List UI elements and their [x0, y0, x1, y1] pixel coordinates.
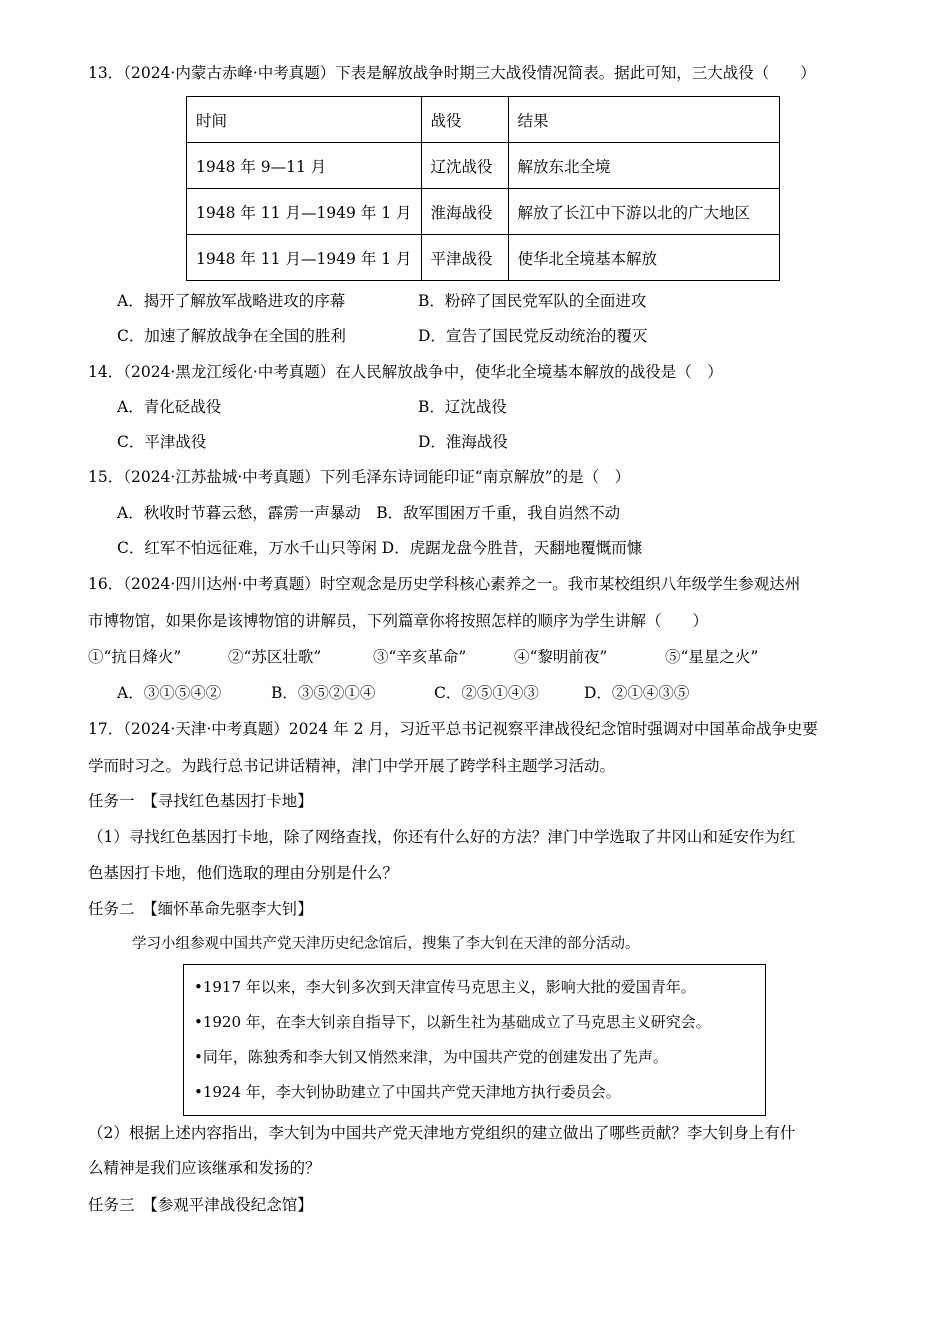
table-cell: 解放了长江中下游以北的广大地区 — [508, 189, 779, 235]
box-bullet: •同年，陈独秀和李大钊又悄然来津，为中国共产党的创建发出了先声。 — [194, 1048, 668, 1066]
task1-heading: 任务一 【寻找红色基因打卡地】 — [88, 792, 313, 810]
task2-heading: 任务二 【缅怀革命先驱李大钊】 — [88, 900, 313, 918]
task1-question-line2: 色基因打卡地，他们选取的理由分别是什么？ — [88, 864, 399, 882]
table-cell: 1948 年 11 月—1949 年 1 月 — [187, 189, 422, 235]
q13-table — [186, 96, 780, 281]
li-dazhao-activities-box — [183, 964, 766, 1116]
task3-heading: 任务三 【参观平津战役纪念馆】 — [88, 1196, 313, 1214]
table-row — [187, 143, 780, 189]
q17-stem-line1: 17．（2024·天津·中考真题）2024 年 2 月，习近平总书记视察平津战役纪念馆时强调对中国革命战争史要 — [88, 720, 818, 738]
q14-option-c: C．平津战役 — [117, 433, 207, 451]
task2-intro: 学习小组参观中国共产党天津历史纪念馆后，搜集了李大钊在天津的部分活动。 — [132, 936, 640, 952]
table-cell: 解放东北全境 — [508, 143, 779, 189]
box-bullet: •1924 年，李大钊协助建立了中国共产党天津地方执行委员会。 — [194, 1083, 621, 1101]
q16-option-c: C．②⑤①④③ — [434, 684, 539, 702]
q16-item-5: ⑤“星星之火” — [665, 648, 759, 666]
q13-option-b: B．粉碎了国民党军队的全面进攻 — [418, 292, 647, 310]
box-bullet: •1917 年以来，李大钊多次到天津宣传马克思主义，影响大批的爱国青年。 — [194, 978, 696, 996]
q15-options-ab: A．秋收时节暮云愁，霹雳一声暴动 B．敌军围困万千重，我自岿然不动 — [117, 504, 621, 522]
table-header-cell: 战役 — [421, 97, 508, 143]
table-row — [187, 189, 780, 235]
table-header-row — [187, 97, 780, 143]
q15-stem: 15．（2024·江苏盐城·中考真题）下列毛泽东诗词能印证“南京解放”的是（ ） — [88, 468, 631, 486]
q13-option-d: D．宣告了国民党反动统治的覆灭 — [418, 327, 648, 345]
box-bullet: •1920 年，在李大钊亲自指导下，以新生社为基础成立了马克思主义研究会。 — [194, 1013, 711, 1031]
q13-option-a: A．揭开了解放军战略进攻的序幕 — [117, 292, 346, 310]
table-header-cell: 结果 — [508, 97, 779, 143]
table-cell: 辽沈战役 — [421, 143, 508, 189]
q16-stem-line1: 16．（2024·四川达州·中考真题）时空观念是历史学科核心素养之一。我市某校组织八年级学生参观达州 — [88, 575, 801, 593]
task2-question-line1: （2）根据上述内容指出，李大钊为中国共产党天津地方党组织的建立做出了哪些贡献？李大钊身上有什 — [88, 1124, 796, 1142]
q13-option-c: C．加速了解放战争在全国的胜利 — [117, 327, 346, 345]
task1-question-line1: （1）寻找红色基因打卡地，除了网络查找，你还有什么好的方法？津门中学选取了井冈山和延安作为红 — [88, 828, 796, 846]
q16-item-3: ③“辛亥革命” — [373, 648, 467, 666]
table-cell: 使华北全境基本解放 — [508, 235, 779, 281]
q16-stem-line2: 市博物馆，如果你是该博物馆的讲解员，下列篇章你将按照怎样的顺序为学生讲解（ ） — [88, 612, 709, 630]
q16-option-d: D．②①④③⑤ — [584, 684, 690, 702]
q16-item-1: ①“抗日烽火” — [88, 648, 182, 666]
q14-option-d: D．淮海战役 — [418, 433, 508, 451]
q13-stem: 13．（2024·内蒙古赤峰·中考真题）下表是解放战争时期三大战役情况简表。据此可知，三大战役（ ） — [88, 64, 816, 82]
table-cell: 1948 年 9—11 月 — [187, 143, 422, 189]
table-cell: 1948 年 11 月—1949 年 1 月 — [187, 235, 422, 281]
table-cell: 淮海战役 — [421, 189, 508, 235]
q14-option-b: B．辽沈战役 — [418, 398, 507, 416]
task2-question-line2: 么精神是我们应该继承和发扬的？ — [88, 1159, 321, 1177]
table-header-cell: 时间 — [187, 97, 422, 143]
q16-option-b: B．③⑤②①④ — [271, 684, 376, 702]
table-row — [187, 235, 780, 281]
q16-option-a: A．③①⑤④② — [117, 684, 222, 702]
q17-stem-line2: 学而时习之。为践行总书记讲话精神，津门中学开展了跨学科主题学习活动。 — [88, 757, 616, 775]
q16-item-4: ④“黎明前夜” — [514, 648, 608, 666]
table-cell: 平津战役 — [421, 235, 508, 281]
q14-option-a: A．青化砭战役 — [117, 398, 222, 416]
q16-item-2: ②“苏区壮歌” — [228, 648, 322, 666]
q15-options-cd: C．红军不怕远征难，万水千山只等闲 D．虎踞龙盘今胜昔，天翻地覆慨而慷 — [117, 539, 643, 557]
q14-stem: 14．（2024·黑龙江绥化·中考真题）在人民解放战争中，使华北全境基本解放的战役是（ ） — [88, 363, 723, 381]
